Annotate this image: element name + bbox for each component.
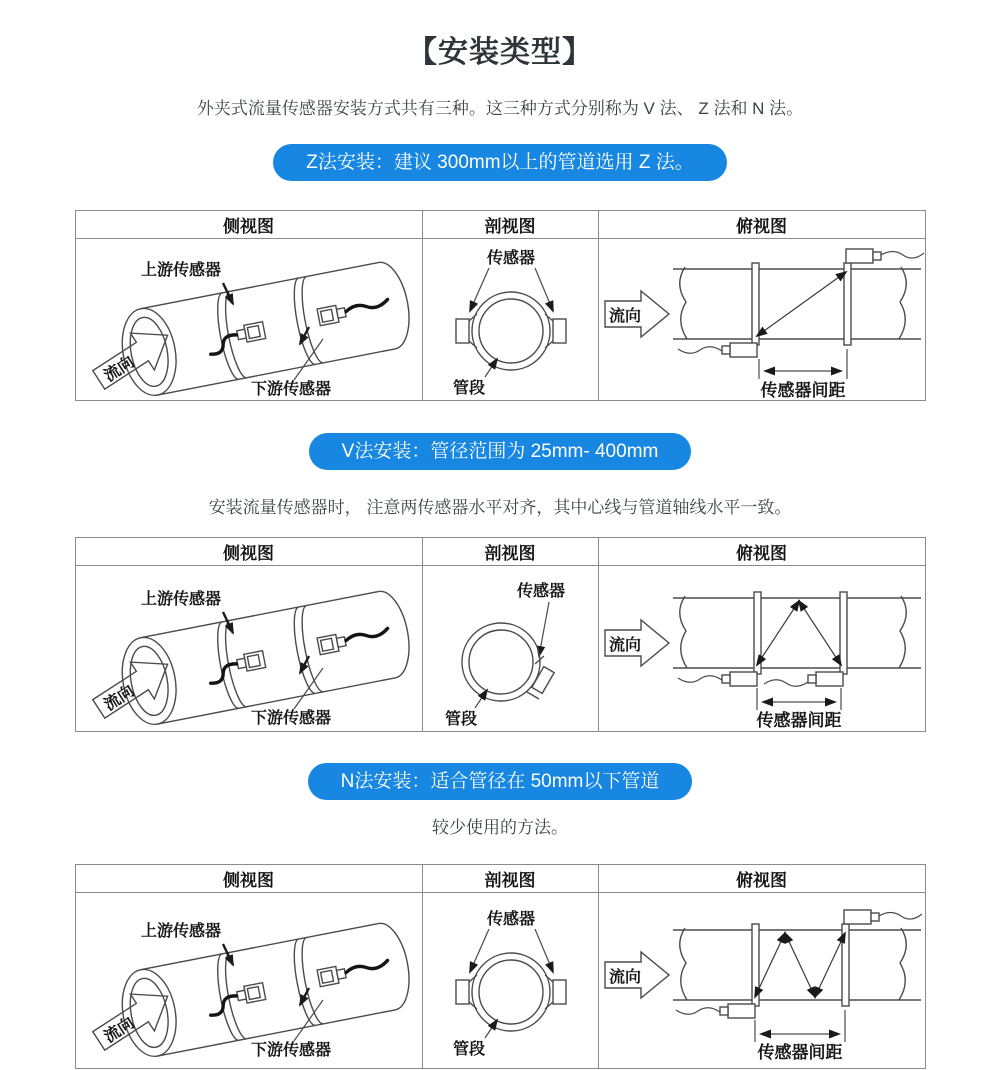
- top-view-diagram: [599, 902, 924, 1060]
- pipe-segment-label: 管段: [453, 1040, 486, 1058]
- upstream-sensor-label: 上游传感器: [140, 261, 222, 279]
- pipe-top-view: [673, 249, 921, 357]
- column-header-side-view: 侧视图: [75, 211, 422, 239]
- column-header-section-view: 剖视图: [422, 538, 598, 566]
- flow-label: 流向: [101, 682, 138, 714]
- downstream-sensor-label: 下游传感器: [250, 1041, 332, 1059]
- z-method-badge-row: [0, 144, 1000, 181]
- intro-text: 外夹式流量传感器安装方式共有三种。这三种方式分别称为 V 法、 Z 法和 N 法。: [196, 99, 804, 118]
- sensor-label: 传感器: [486, 249, 536, 267]
- z-side-view-cell: [75, 239, 422, 401]
- n-section-view-cell: [422, 893, 598, 1069]
- column-header-top-view: 俯视图: [598, 538, 925, 566]
- flow-direction-arrow: [87, 977, 180, 1059]
- cross-section-diagram: [423, 902, 597, 1060]
- v-method-table: [75, 537, 926, 732]
- n-side-view-cell: [75, 893, 422, 1069]
- column-header-section-view: 剖视图: [422, 211, 598, 239]
- n-method-note: 较少使用的方法。: [432, 818, 568, 837]
- sensor-label: 传感器: [516, 582, 566, 600]
- pipe-cross-section: [462, 623, 554, 701]
- pipe-segment-label: 管段: [453, 379, 486, 397]
- upstream-sensor-label: 上游传感器: [140, 590, 222, 608]
- v-top-view-cell: [598, 566, 925, 732]
- top-view-diagram: [599, 570, 924, 728]
- cross-section-diagram: [423, 241, 597, 399]
- column-header-top-view: 俯视图: [598, 211, 925, 239]
- sensor-cable: [345, 299, 388, 313]
- v-side-view-cell: [75, 566, 422, 732]
- flow-direction-arrow: [605, 620, 669, 666]
- column-header-side-view: 侧视图: [75, 865, 422, 893]
- flow-label: 流向: [609, 307, 642, 325]
- flow-label: 流向: [609, 636, 642, 654]
- cross-section-diagram: [423, 570, 597, 728]
- sensor-label: 传感器: [486, 910, 536, 928]
- sensor-spacing-label: 传感器间距: [756, 710, 842, 728]
- downstream-sensor-label: 下游传感器: [250, 380, 332, 398]
- v-section-view-cell: [422, 566, 598, 732]
- z-method-badge: Z法安装：建议 300mm以上的管道选用 Z 法。: [273, 144, 726, 181]
- column-header-section-view: 剖视图: [422, 865, 598, 893]
- v-method-badge-row: [0, 433, 1000, 470]
- flow-direction-arrow: [87, 316, 180, 398]
- sensor-spacing-label: 传感器间距: [757, 1042, 843, 1060]
- v-method-badge: V法安装：管径范围为 25mm- 400mm: [309, 433, 692, 470]
- n-method-badge: N法安装：适合管径在 50mm以下管道: [308, 763, 693, 800]
- flow-label: 流向: [101, 353, 138, 385]
- pipe-segment-label: 管段: [445, 710, 478, 728]
- upstream-sensor-label: 上游传感器: [140, 922, 222, 940]
- z-section-view-cell: [422, 239, 598, 401]
- pipe-top-view: [673, 592, 921, 686]
- n-method-badge-row: [0, 763, 1000, 800]
- v-method-note: 安装流量传感器时， 注意两传感器水平对齐，其中心线与管道轴线水平一致。: [208, 498, 792, 517]
- side-view-diagram: [76, 570, 421, 728]
- side-view-diagram: [76, 241, 421, 399]
- n-top-view-cell: [598, 893, 925, 1069]
- top-view-diagram: [599, 241, 924, 399]
- flow-label: 流向: [609, 968, 642, 986]
- column-header-top-view: 俯视图: [598, 865, 925, 893]
- z-top-view-cell: [598, 239, 925, 401]
- page-title: 【安装类型】: [407, 36, 593, 69]
- column-header-side-view: 侧视图: [75, 538, 422, 566]
- n-method-table: [75, 864, 926, 1069]
- pipe-top-view: [673, 910, 921, 1018]
- downstream-sensor-label: 下游传感器: [250, 709, 332, 727]
- flow-label: 流向: [101, 1014, 138, 1046]
- flow-direction-arrow: [605, 952, 669, 998]
- pipe-3d: [115, 258, 415, 398]
- z-method-table: [75, 210, 926, 401]
- flow-direction-arrow: [605, 291, 669, 337]
- sensor-spacing-label: 传感器间距: [760, 380, 846, 399]
- side-view-diagram: [76, 902, 421, 1060]
- flow-direction-arrow: [87, 645, 180, 727]
